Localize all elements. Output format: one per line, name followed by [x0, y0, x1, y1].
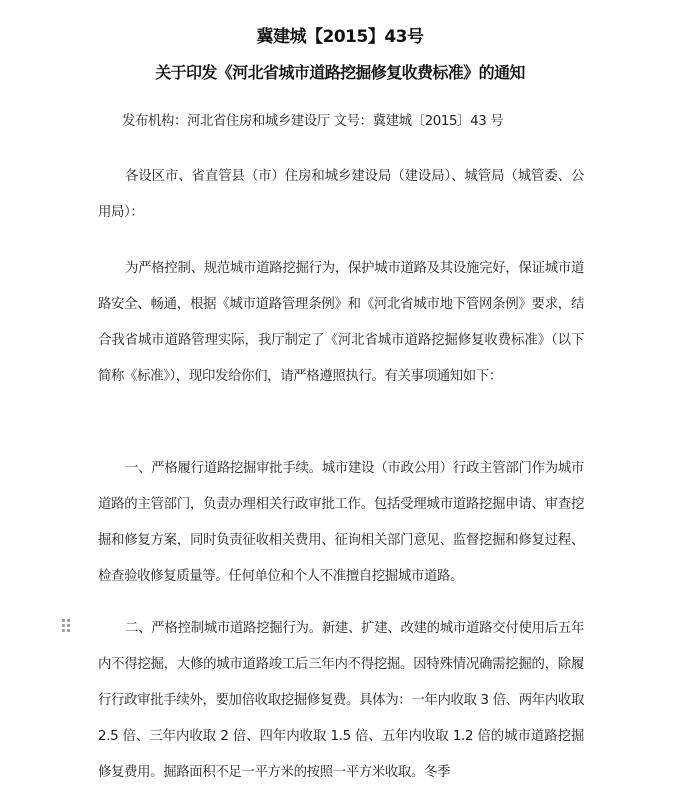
grip-dot	[67, 624, 70, 627]
grip-dot	[62, 619, 65, 622]
document-title: 冀建城【2015】43号	[256, 27, 424, 47]
paragraph-intro: 为严格控制、规范城市道路挖掘行为，保护城市道路及其设施完好，保证城市道路安全、畅通，根据《城市道路管理条例》和《河北省城市地下管网条例》要求，结合我省城市道路管理实际，我厅制定了《河北省城市道路挖掘修复收费标准》（以下简称《标准》），现印发给你们，请严格遵照执行。有关事项通知如下：	[98, 261, 584, 384]
drag-handle-icon[interactable]	[62, 619, 72, 633]
paragraph-item-two: 二、严格控制城市道路挖掘行为。新建、扩建、改建的城市道路交付使用后五年内不得挖掘，大修的城市道路竣工后三年内不得挖掘。因特殊情况确需挖掘的，除履行行政审批手续外，要加倍收取挖掘修复费。具体为：一年内收取 3 倍、两年内收取 2.5 倍、三年内收取 2 倍、四年内收取 1.5 倍、五年内收取 1.2 倍的城市道路挖掘修复费用。掘路面积不足一平方米的按照一平方米收取。冬季	[98, 621, 584, 780]
document-subtitle: 关于印发《河北省城市道路挖掘修复收费标准》的通知	[155, 63, 525, 82]
grip-dot	[62, 629, 65, 632]
paragraph-addressee: 各设区市、省直管县（市）住房和城乡建设局（建设局）、城管局（城管委、公用局）：	[98, 169, 584, 220]
grip-dot	[67, 629, 70, 632]
paragraph-item-one: 一、严格履行道路挖掘审批手续。城市建设（市政公用）行政主管部门作为城市道路的主管部门，负责办理相关行政审批工作。包括受理城市道路挖掘申请、审查挖掘和修复方案，同时负责征收相关费用、征询相关部门意见、监督挖掘和修复过程、检查验收修复质量等。任何单位和个人不准擅自挖掘城市道路。	[98, 461, 584, 584]
issuer-line: 发布机构：河北省住房和城乡建设厅 文号：冀建城〔2015〕43 号	[122, 114, 504, 129]
grip-dot	[67, 619, 70, 622]
grip-dot	[62, 624, 65, 627]
